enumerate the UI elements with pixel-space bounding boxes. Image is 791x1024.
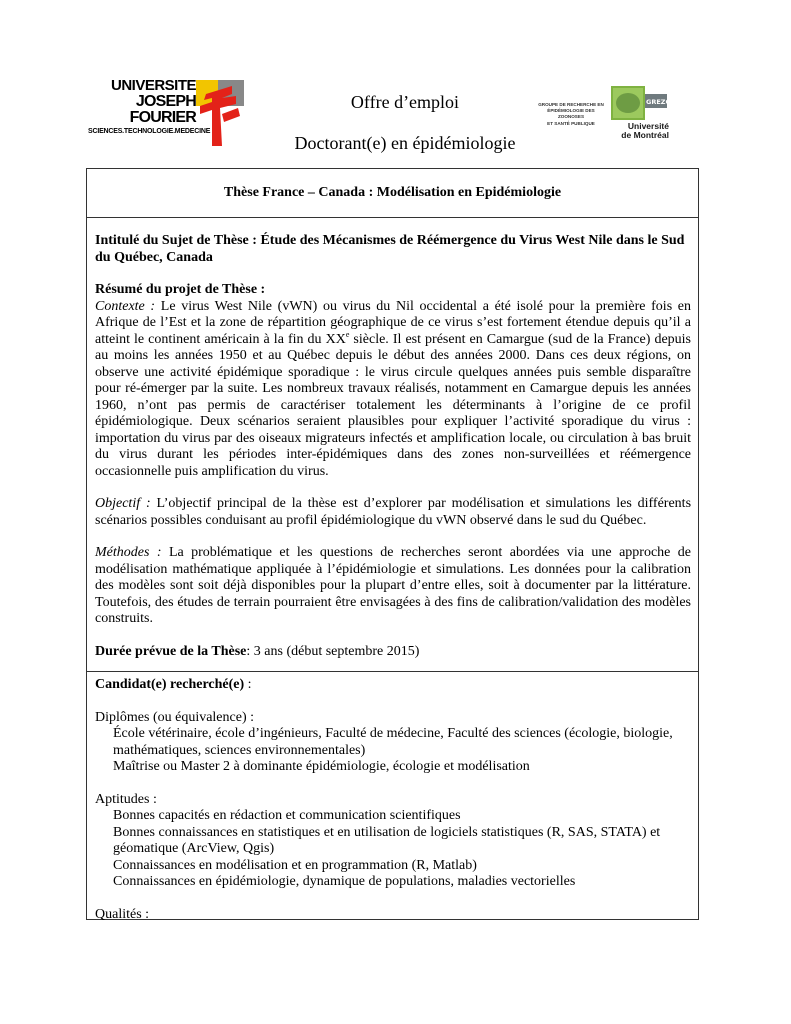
context-label: Contexte : [95, 298, 156, 314]
grezosp-acronym: GREZOSP [646, 98, 681, 106]
group-name-line2: ÉPIDÉMIOLOGIE DES ZOONOSES [547, 108, 595, 120]
offer-title: Offre d’emploi [350, 92, 460, 112]
candidate-colon: : [244, 677, 252, 692]
subject-text: Étude des Mécanismes de Réémergence du Virus West Nile dans le Sud du Québec, Canada [95, 233, 685, 265]
udem-wordmark [607, 122, 669, 140]
skill-item: Bonnes capacités en rédaction et communication scientifiques [113, 808, 461, 823]
ujf-logo-text [88, 77, 211, 135]
ujf-emblem-icon [192, 74, 248, 152]
duration-line [95, 644, 691, 661]
ujf-logo-line1: UNIVERSITE [110, 77, 196, 94]
methods-label: Méthodes : [95, 545, 162, 560]
skill-item: Connaissances en épidémiologie, dynamique de populations, maladies vectorielles [113, 874, 576, 889]
candidate-heading [95, 677, 691, 694]
duration-text: : 3 ans (début septembre 2015) [246, 643, 420, 659]
objective-text: L’objectif principal de la thèse est d’explorer par modélisation et simulations les différents scénarios possibles conduisant au profil épidémiologique du vWN observé dans le sud du Québec. [95, 496, 692, 528]
summary-label: Résumé du projet de Thèse : [95, 282, 266, 297]
ujf-logo-line3: SCIENCES.TECHNOLOGIE.MEDECINE [88, 128, 211, 135]
subject-label: Intitulé du Sujet de Thèse : [95, 233, 257, 248]
methods-paragraph [95, 545, 691, 628]
qualities-label: Qualités : [95, 906, 150, 922]
candidate-label: Candidat(e) recherché(e) [95, 677, 245, 692]
methods-text: La problématique et les questions de recherches seront abordées via une approche de modélisation mathématique appliquée à l’épidémiologie et simulations. Les données pour la calibration des modèles sont soit déjà disponibles pour la plupart d’entre elles, soit à documenter par la littérature. Toutefois, des études de terrain pourraient être envisagées à des fins de calibration/validation des modèles construits. [95, 545, 692, 626]
skill-item: Bonnes connaissances en statistiques et en utilisation de logiciels statistiques (R, SAS, STATA) et géomatique (ArcView, Qgis) [113, 824, 661, 856]
context-paragraph [95, 299, 691, 481]
candidate-divider [87, 671, 698, 672]
grezosp-logo-icon [609, 84, 681, 122]
candidate-profile [95, 677, 691, 923]
context-text-b: siècle. Il est présent en Camargue (sud de la France) depuis au moins les années 1950 et au Québec depuis le début des années 2000. Dans ces deux régions, on observe une activité épidémique sporadique : le virus circule quelques années puis semble disparaître pour ré-émerger par la suite. Les nombreux travaux réalisés, notamment en Camargue depuis les années 1960, n’ont pas permis de caractériser totalement les déterminants à l’origine de ce profil épidémiologique. Deux scénarios seraient plausibles pour expliquer l’activité sporadique du virus : importation du virus par des oiseaux migrateurs infectés et amplification locale, ou circulation à bas bruit du virus durant les périodes inter-épidémiques dans des zones non-surveillées et réémergence occasionnelle puis amplification du virus. [95, 331, 692, 479]
objective-paragraph [95, 496, 691, 529]
subject-heading [95, 233, 691, 266]
group-name-line1: GROUPE DE RECHERCHE EN [538, 102, 604, 107]
udem-line1: Université [627, 121, 669, 131]
context-superscript: e [345, 329, 350, 339]
box-title: Thèse France – Canada : Modélisation en Epidémiologie [223, 185, 562, 200]
udem-line2: de Montréal [621, 129, 669, 140]
skill-item: Connaissances en modélisation et en programmation (R, Matlab) [113, 857, 477, 873]
diploma-item: École vétérinaire, école d’ingénieurs, Faculté de médecine, Faculté des sciences (écologie, biologie, mathématiques, sciences environnementales) [113, 726, 673, 758]
diploma-item: Maîtrise ou Master 2 à dominante épidémiologie, écologie et modélisation [113, 759, 530, 774]
skills-label: Aptitudes : [95, 791, 157, 807]
grezosp-group-name [535, 102, 607, 127]
title-divider [87, 217, 698, 218]
thesis-offer-box [86, 168, 699, 920]
objective-label: Objectif : [95, 496, 151, 511]
context-text-a: Le virus West Nile (vWN) ou virus du Nil occidental a été isolé pour la première fois en Afrique de l’Est et la zone de répartition géographique de ce virus s’est fortement étendue depuis qu’il a atteint le continent américain à la fin du XX [95, 298, 692, 347]
duration-label: Durée prévue de la Thèse [95, 643, 247, 659]
ujf-logo-line2: JOSEPH FOURIER [129, 93, 196, 126]
thesis-description [95, 233, 691, 660]
ujf-logo [88, 70, 248, 160]
grezosp-udem-logo [535, 80, 681, 150]
position-title: Doctorant(e) en épidémiologie [294, 133, 516, 153]
diplomas-label: Diplômes (ou équivalence) : [95, 709, 255, 725]
group-name-line3: ET SANTÉ PUBLIQUE [547, 120, 595, 126]
